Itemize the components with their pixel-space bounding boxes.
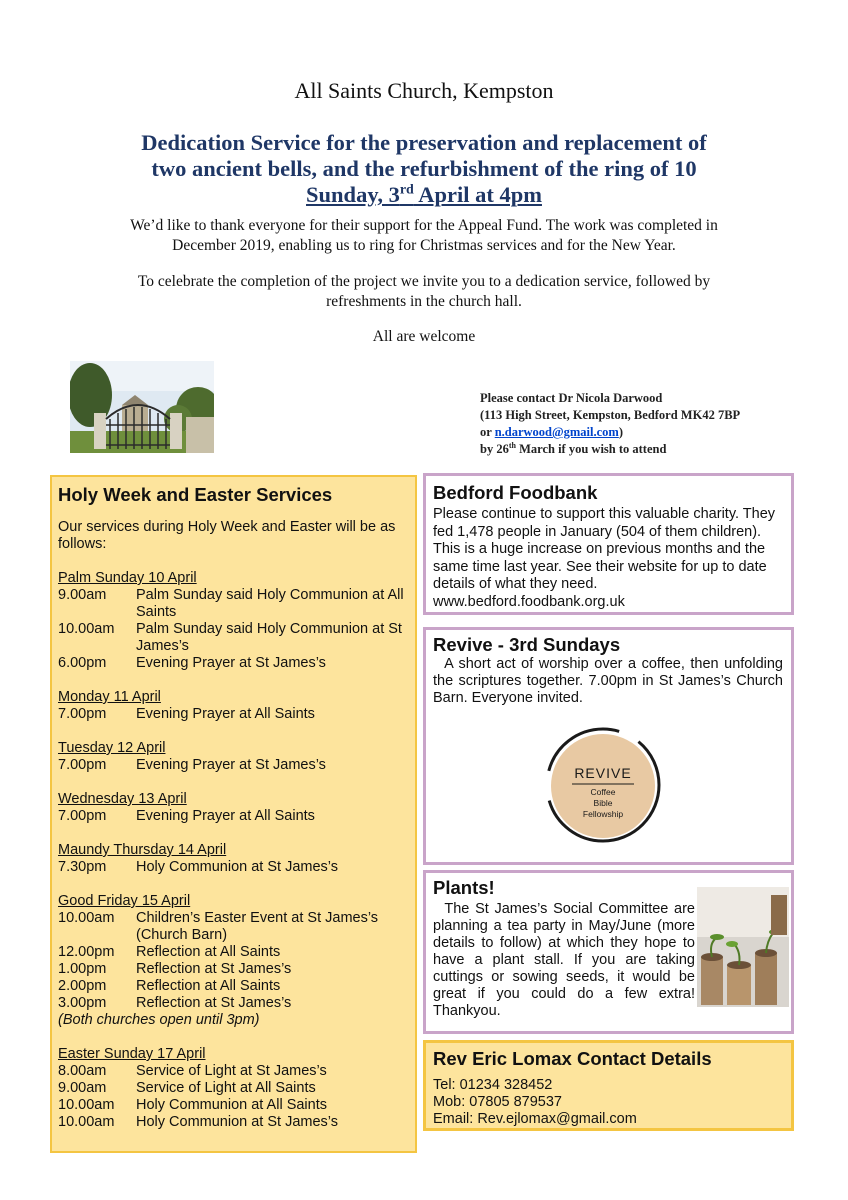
schedule-row <box>58 944 407 961</box>
foodbank-website[interactable]: www.bedford.foodbank.org.uk <box>433 593 625 610</box>
holy-week-intro: Our services during Holy Week and Easter will be as follows: <box>58 519 396 552</box>
schedule-time: 10.00am <box>58 621 115 637</box>
day-heading: Palm Sunday 10 April <box>58 570 197 586</box>
holy-week-title: Holy Week and Easter Services <box>58 484 333 505</box>
schedule-desc: Evening Prayer at St James’s <box>136 655 326 671</box>
schedule-palm-sunday <box>58 570 407 672</box>
day-heading: Tuesday 12 April <box>58 740 166 756</box>
schedule-time: 7.00pm <box>58 706 107 722</box>
foodbank-body: Please continue to support this valuable charity. They fed 1,478 people in January (504 of them children). This is a huge increase on previous months and the same time last year. See their website for up to date details of what they need. <box>433 506 776 592</box>
church-gate-photo <box>70 361 214 453</box>
rev-mob: Mob: 07805 879537 <box>433 1094 562 1110</box>
rsvp-sup: th <box>508 440 516 450</box>
foodbank-box <box>423 473 794 615</box>
rsvp-line-1: Please contact Dr Nicola Darwood <box>480 391 663 405</box>
schedule-time: 6.00pm <box>58 655 107 671</box>
day-heading: Monday 11 April <box>58 689 161 705</box>
thanks-paragraph <box>60 216 788 256</box>
celebrate-line-2: refreshments in the church hall. <box>326 293 522 310</box>
schedule-desc: Reflection at St James’s <box>136 995 292 1011</box>
schedule-desc: Evening Prayer at All Saints <box>136 706 315 722</box>
seedlings-photo <box>697 887 789 1007</box>
schedule-desc: Holy Communion at St James’s <box>136 1114 339 1130</box>
plants-box <box>423 870 794 1034</box>
revive-body <box>433 656 783 707</box>
schedule-desc: Children’s Easter Event at St James’s (Church Barn) <box>136 910 379 943</box>
revive-logo <box>544 726 662 844</box>
date-prefix: Sunday, 3 <box>306 182 400 207</box>
date-suffix: April at 4pm <box>413 182 542 207</box>
schedule-easter-sunday <box>58 1046 407 1131</box>
rev-contact-title: Rev Eric Lomax Contact Details <box>433 1048 712 1069</box>
schedule-desc: Evening Prayer at All Saints <box>136 808 315 824</box>
day-heading: Easter Sunday 17 April <box>58 1046 206 1062</box>
welcome-text: All are welcome <box>372 328 476 345</box>
dedication-heading <box>60 130 788 208</box>
service-date <box>60 182 788 208</box>
schedule-row <box>58 1063 407 1080</box>
schedule-monday <box>58 689 407 723</box>
schedule-desc: Palm Sunday said Holy Communion at All Saints <box>136 587 404 620</box>
revive-title: Revive - 3rd Sundays <box>433 634 621 655</box>
dedication-line-2: two ancient bells, and the refurbishment of the ring of 10 <box>151 156 697 181</box>
schedule-good-friday <box>58 893 407 1029</box>
schedule-desc: Reflection at St James’s <box>136 961 292 977</box>
rev-contact-box <box>423 1040 794 1131</box>
schedule-row <box>58 1097 407 1114</box>
schedule-row <box>58 808 407 825</box>
thanks-line-1: We’d like to thank everyone for their support for the Appeal Fund. The work was completed in <box>130 217 718 234</box>
schedule-row <box>58 706 407 723</box>
schedule-row <box>58 1114 407 1131</box>
plants-title: Plants! <box>433 877 495 898</box>
schedule-row <box>58 995 407 1012</box>
rsvp-by: by 26 <box>480 442 509 456</box>
schedule-desc: Reflection at All Saints <box>136 978 281 994</box>
schedule-time: 9.00am <box>58 1080 107 1096</box>
schedule-time: 7.00pm <box>58 757 107 773</box>
revive-logo-line-3: Fellowship <box>582 809 624 819</box>
celebrate-line-1: To celebrate the completion of the project we invite you to a dedication service, followed by <box>137 273 711 290</box>
schedule-time: 9.00am <box>58 587 107 603</box>
foodbank-title: Bedford Foodbank <box>433 482 598 503</box>
schedule-desc: Service of Light at St James’s <box>136 1063 327 1079</box>
rsvp-contact-note <box>480 390 810 458</box>
rev-email[interactable]: Email: Rev.ejlomax@gmail.com <box>433 1111 637 1127</box>
schedule-desc: Holy Communion at St James’s <box>136 859 339 875</box>
date-sup: rd <box>399 182 414 198</box>
schedule-row <box>58 655 407 672</box>
schedule-desc: Palm Sunday said Holy Communion at St James’s <box>136 621 402 654</box>
schedule-desc: Service of Light at All Saints <box>136 1080 316 1096</box>
schedule-desc: Holy Communion at All Saints <box>136 1097 327 1113</box>
rsvp-line-3 <box>480 424 810 441</box>
schedule-wednesday <box>58 791 407 825</box>
schedule-row <box>58 1080 407 1097</box>
revive-body-text: A short act of worship over a coffee, then unfolding the scriptures together. 7.00pm in St James’s Church Barn. Everyone invited. <box>433 656 783 706</box>
revive-logo-line-2: Bible <box>593 798 613 808</box>
thanks-line-2: December 2019, enabling us to ring for Christmas services and for the New Year. <box>172 237 676 254</box>
revive-box <box>423 627 794 865</box>
schedule-row <box>58 587 407 621</box>
rsvp-line-4 <box>480 441 810 458</box>
schedule-row <box>58 621 407 655</box>
schedule-time: 3.00pm <box>58 995 107 1011</box>
day-heading: Maundy Thursday 14 April <box>58 842 227 858</box>
schedule-time: 2.00pm <box>58 978 107 994</box>
rsvp-or: or <box>480 425 495 439</box>
day-heading: Good Friday 15 April <box>58 893 191 909</box>
schedule-desc: Evening Prayer at St James’s <box>136 757 326 773</box>
schedule-time: 10.00am <box>58 910 115 926</box>
rsvp-line-2: (113 High Street, Kempston, Bedford MK42 7BP <box>480 408 741 422</box>
schedule-row <box>58 961 407 978</box>
revive-logo-word: REVIVE <box>574 765 632 781</box>
church-title: All Saints Church, Kempston <box>294 78 554 103</box>
schedule-time: 10.00am <box>58 1097 115 1113</box>
schedule-time: 7.30pm <box>58 859 107 875</box>
plants-body-text: The St James’s Social Committee are planning a tea party in May/June (more details to follow) at which they hope to have a plant stall. If you are taking cuttings or sowing seeds, it would be great if you could do a few extra! Thankyou. <box>433 901 695 1019</box>
schedule-time: 1.00pm <box>58 961 107 977</box>
rsvp-email-link[interactable]: n.darwood@gmail.com <box>494 425 619 439</box>
schedule-tuesday <box>58 740 407 774</box>
rsvp-deadline: March if you wish to attend <box>515 442 667 456</box>
dedication-line-1: Dedication Service for the preservation and replacement of <box>141 130 707 155</box>
schedule-time: 12.00pm <box>58 944 115 960</box>
celebrate-paragraph <box>60 272 788 312</box>
day-heading: Wednesday 13 April <box>58 791 187 807</box>
rsvp-paren: ) <box>618 425 624 439</box>
schedule-row <box>58 859 407 876</box>
schedule-row <box>58 978 407 995</box>
schedule-time: 10.00am <box>58 1114 115 1130</box>
schedule-row <box>58 910 407 944</box>
schedule-maundy-thursday <box>58 842 407 876</box>
revive-logo-line-1: Coffee <box>590 787 616 797</box>
schedule-note: (Both churches open until 3pm) <box>58 1012 260 1028</box>
schedule-desc: Reflection at All Saints <box>136 944 281 960</box>
schedule-row <box>58 757 407 774</box>
rev-tel: Tel: 01234 328452 <box>433 1077 553 1093</box>
schedule-time: 7.00pm <box>58 808 107 824</box>
plants-body <box>433 901 695 1020</box>
holy-week-box <box>50 475 417 1153</box>
schedule-time: 8.00am <box>58 1063 107 1079</box>
